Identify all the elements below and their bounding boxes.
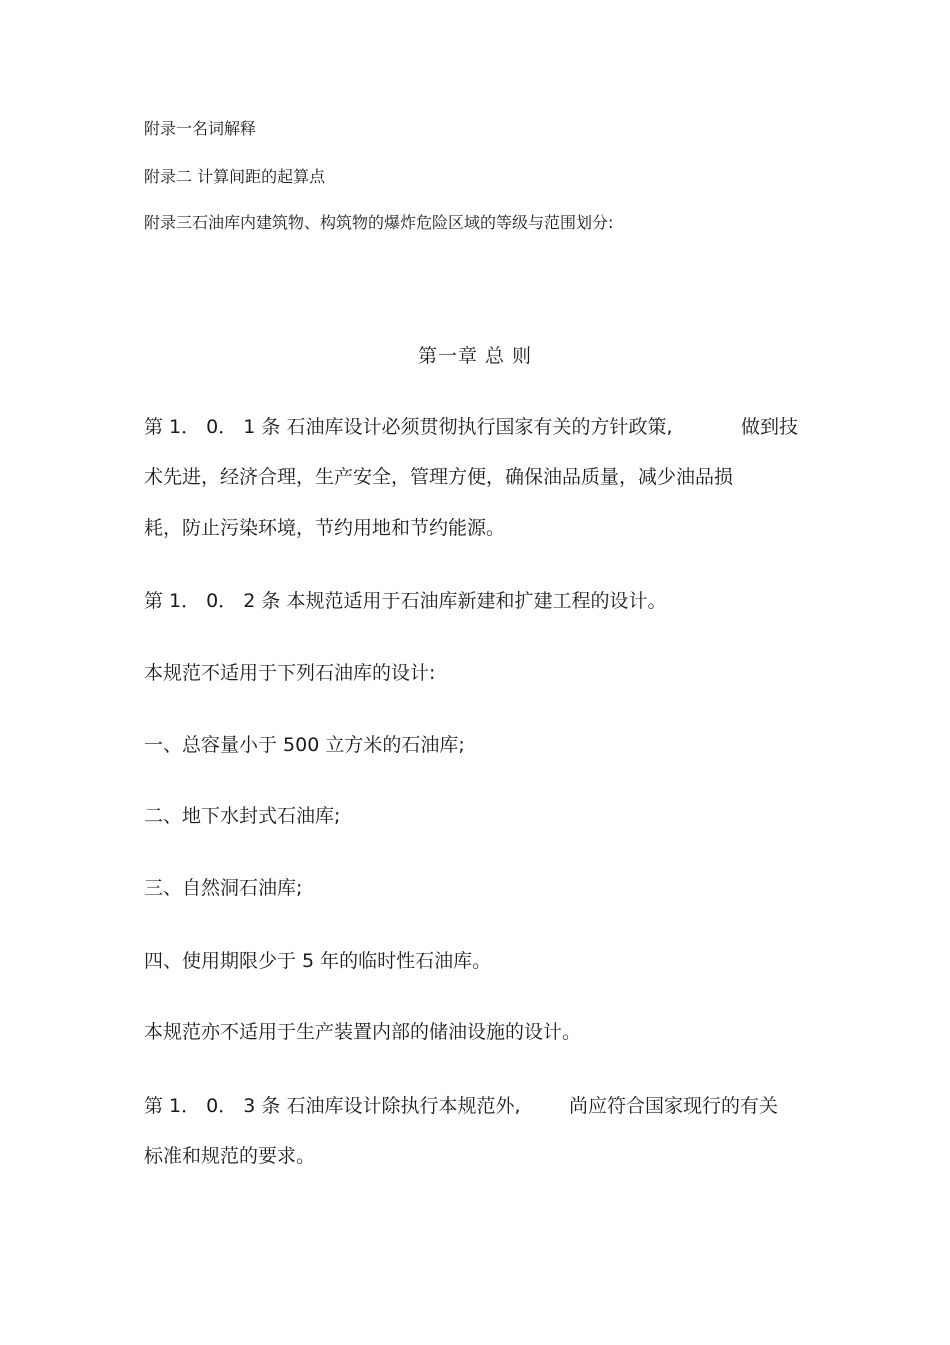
chapter-title: 第一章 总 则 <box>417 345 533 367</box>
list-item: 一、总容量小于 500 立方米的石油库; <box>144 734 465 756</box>
list-item: 三、自然洞石油库; <box>144 877 303 899</box>
article-1-line-3: 耗，防止污染环境，节约用地和节约能源。 <box>144 517 506 539</box>
article-1-line-1: 第 1． 0． 1 条 石油库设计必须贯彻执行国家有关的方针政策, <box>144 416 673 438</box>
appendix-item-2: 附录二 计算间距的起算点 <box>144 167 326 186</box>
article-1-line-2: 术先进，经济合理，生产安全，管理方便，确保油品质量，减少油品损 <box>144 466 734 488</box>
also-not-applicable: 本规范亦不适用于生产装置内部的储油设施的设计。 <box>144 1021 582 1043</box>
list-item: 二、地下水封式石油库; <box>144 805 341 827</box>
article-3-line-2: 标准和规范的要求。 <box>144 1145 316 1167</box>
article-1-line-1-tail: 做到技 <box>741 416 799 438</box>
appendix-item-3: 附录三石油库内建筑物、构筑物的爆炸危险区域的等级与范围划分: <box>144 213 614 232</box>
article-3-line-1-tail: 尚应符合国家现行的有关 <box>569 1095 779 1117</box>
article-3-line-1: 第 1． 0． 3 条 石油库设计除执行本规范外, <box>144 1095 521 1117</box>
list-item: 四、使用期限少于 5 年的临时性石油库。 <box>144 950 492 972</box>
appendix-item-1: 附录一名词解释 <box>144 119 257 138</box>
article-2: 第 1． 0． 2 条 本规范适用于石油库新建和扩建工程的设计。 <box>144 590 667 612</box>
not-applicable-intro: 本规范不适用于下列石油库的设计: <box>144 662 436 684</box>
